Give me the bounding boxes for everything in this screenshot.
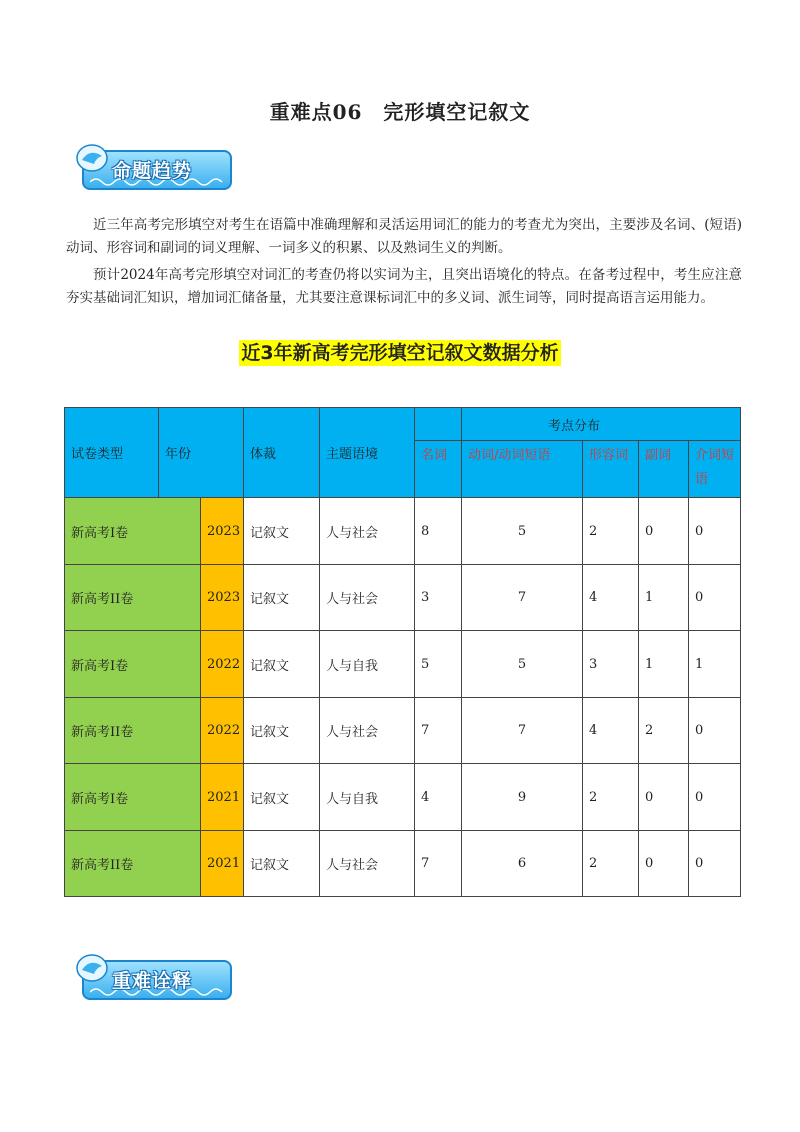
table-row [65,631,741,698]
cell-year: 2021 [201,764,244,831]
data-table [64,407,741,897]
cell-prep: 0 [689,698,741,764]
cell-paper: 新高考II卷 [65,831,201,897]
table-row [65,498,741,565]
cell-theme: 人与自我 [320,764,415,831]
header-adv: 副词 [639,441,689,498]
cell-adj: 2 [583,831,639,897]
cell-verb: 5 [462,498,583,565]
header-adj: 形容词 [583,441,639,498]
cell-prep: 0 [689,498,741,565]
cell-prep: 0 [689,565,741,631]
cell-verb: 7 [462,698,583,764]
section-badge-trend [74,140,234,196]
cell-adv: 1 [639,565,689,631]
cell-paper: 新高考II卷 [65,698,201,764]
cell-noun: 8 [415,498,462,565]
table-row [65,698,741,764]
cell-genre: 记叙文 [244,698,320,764]
badge-label: 重难诠释 [112,970,193,992]
cell-verb: 6 [462,831,583,897]
cell-adv: 2 [639,698,689,764]
page-title: 重难点06 完形填空记叙文 [269,100,531,124]
header-genre: 体裁 [244,408,320,498]
cell-noun: 4 [415,764,462,831]
cell-prep: 0 [689,764,741,831]
cell-genre: 记叙文 [244,498,320,565]
cell-year: 2022 [201,698,244,764]
cell-noun: 3 [415,565,462,631]
badge-label: 命题趋势 [112,160,193,182]
cell-theme: 人与社会 [320,565,415,631]
paragraph-trend-2: 预计2024年高考完形填空对词汇的考查仍将以实词为主，且突出语境化的特点。在备考过程中，考生应注意夯实基础词汇知识，增加词汇储备量，尤其要注意课标词汇中的多义词、派生词等，同时提高语言运用能力。 [66,267,742,306]
paragraph-trend-1: 近三年高考完形填空对考生在语篇中准确理解和灵活运用词汇的能力的考查尤为突出，主要涉及名词、(短语)动词、形容词和副词的词义理解、一词多义的积累、以及熟词生义的判断。 [66,217,742,256]
cell-year: 2023 [201,498,244,565]
table-row [65,764,741,831]
table-title [0,338,800,365]
header-paper-type: 试卷类型 [65,408,159,498]
cell-genre: 记叙文 [244,565,320,631]
cell-theme: 人与社会 [320,831,415,897]
cell-adv: 0 [639,498,689,565]
cell-verb: 5 [462,631,583,698]
table-title-text: 近3年新高考完形填空记叙文数据分析 [241,342,559,364]
cell-theme: 人与社会 [320,498,415,565]
table-header-row [65,408,741,441]
dolphin-icon [74,950,110,984]
table-row [65,565,741,631]
cell-noun: 5 [415,631,462,698]
table-row [65,831,741,897]
cell-genre: 记叙文 [244,631,320,698]
header-blank [415,408,462,441]
cell-prep: 0 [689,831,741,897]
cell-year: 2021 [201,831,244,897]
header-distribution: 考点分布 [462,408,741,441]
cell-prep: 1 [689,631,741,698]
header-year: 年份 [159,408,244,498]
header-theme: 主题语境 [320,408,415,498]
cell-adv: 1 [639,631,689,698]
cell-year: 2022 [201,631,244,698]
cell-adj: 2 [583,764,639,831]
cell-noun: 7 [415,831,462,897]
cell-year: 2023 [201,565,244,631]
section-badge-analysis [74,950,234,1006]
header-verb: 动词/动词短语 [462,441,583,498]
cell-adj: 2 [583,498,639,565]
cell-genre: 记叙文 [244,831,320,897]
cell-paper: 新高考I卷 [65,764,201,831]
cell-noun: 7 [415,698,462,764]
header-prep: 介词短语 [689,441,741,498]
header-noun: 名词 [415,441,462,498]
cell-paper: 新高考I卷 [65,631,201,698]
cell-verb: 9 [462,764,583,831]
dolphin-icon [74,140,110,174]
cell-theme: 人与自我 [320,631,415,698]
cell-paper: 新高考II卷 [65,565,201,631]
cell-theme: 人与社会 [320,698,415,764]
cell-adj: 4 [583,565,639,631]
cell-verb: 7 [462,565,583,631]
cell-paper: 新高考I卷 [65,498,201,565]
cell-genre: 记叙文 [244,764,320,831]
cell-adj: 3 [583,631,639,698]
cell-adv: 0 [639,764,689,831]
cell-adv: 0 [639,831,689,897]
cell-adj: 4 [583,698,639,764]
